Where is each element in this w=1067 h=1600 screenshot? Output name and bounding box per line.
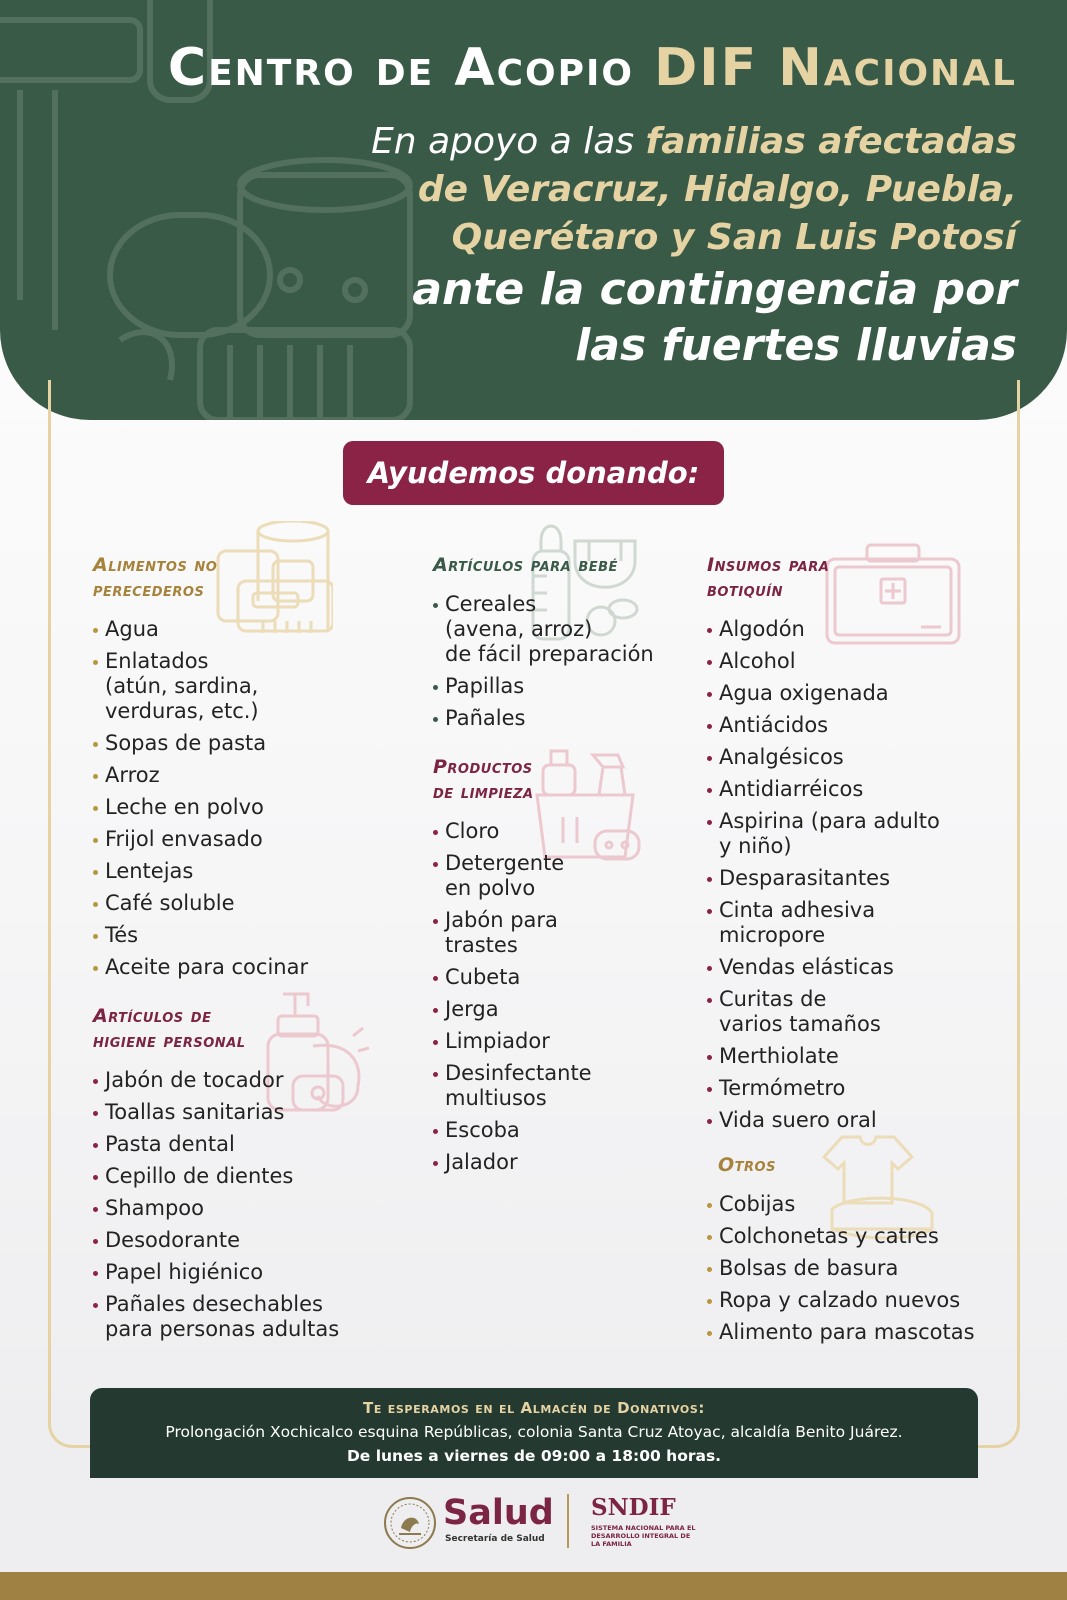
list-item: Antiácidos xyxy=(707,713,997,738)
list-item: Curitas de varios tamaños xyxy=(707,987,997,1037)
list-item: Sopas de pasta xyxy=(93,731,393,756)
list-item: Papel higiénico xyxy=(93,1260,393,1285)
list-item: Jabón para trastes xyxy=(433,908,673,958)
list-item: Limpiador xyxy=(433,1029,673,1054)
list-item: Pañales desechables para personas adultas xyxy=(93,1292,393,1342)
item-list xyxy=(93,617,393,980)
national-seal-icon xyxy=(383,1496,437,1550)
list-item: Analgésicos xyxy=(707,745,997,770)
section-higiene xyxy=(93,1004,393,1342)
list-item: Pasta dental xyxy=(93,1132,393,1157)
section-alimentos xyxy=(93,553,393,980)
list-item: Cubeta xyxy=(433,965,673,990)
list-item: Shampoo xyxy=(93,1196,393,1221)
schedule-text: De lunes a viernes de 09:00 a 18:00 horas. xyxy=(346,1447,722,1465)
list-item: Desinfectante multiusos xyxy=(433,1061,673,1111)
section-title: Alimentos no perecederos xyxy=(93,554,218,601)
list-item: Algodón xyxy=(707,617,997,642)
bottom-bar xyxy=(0,1572,1067,1600)
list-item: Leche en polvo xyxy=(93,795,393,820)
list-item: Aspirina (para adulto y niño) xyxy=(707,809,997,859)
list-item: Jerga xyxy=(433,997,673,1022)
list-item: Agua oxigenada xyxy=(707,681,997,706)
list-item: Vida suero oral xyxy=(707,1108,997,1133)
list-item: Antidiarréicos xyxy=(707,777,997,802)
list-item: Bolsas de basura xyxy=(707,1256,997,1281)
list-item: Tés xyxy=(93,923,393,948)
section-title: Artículos de higiene personal xyxy=(93,1005,246,1052)
address-text: Prolongación Xochicalco esquina Repúblicas, colonia Santa Cruz Atoyac, alcaldía Benito Juárez. xyxy=(165,1423,903,1441)
list-item: Papillas xyxy=(433,674,673,699)
item-list xyxy=(433,592,673,731)
list-item: Cepillo de dientes xyxy=(93,1164,393,1189)
list-item: Alimento para mascotas xyxy=(707,1320,997,1345)
logo-divider xyxy=(567,1494,569,1548)
column-right xyxy=(707,553,997,1352)
list-item: Alcohol xyxy=(707,649,997,674)
section-limpieza xyxy=(433,755,673,1175)
list-item: Frijol envasado xyxy=(93,827,393,852)
header-panel xyxy=(0,0,1067,420)
list-item: Colchonetas y catres xyxy=(707,1224,997,1249)
donation-banner: Ayudemos donando: xyxy=(343,441,724,505)
footer-logos xyxy=(0,1490,1067,1560)
item-list xyxy=(707,617,997,1133)
section-title: Otros xyxy=(718,1154,776,1176)
salud-logo: Salud xyxy=(443,1493,554,1533)
sndif-subtitle: SISTEMA NACIONAL PARA EL DESARROLLO INTEGRAL DE LA FAMILIA xyxy=(591,1524,696,1548)
list-item: Vendas elásticas xyxy=(707,955,997,980)
list-item: Pañales xyxy=(433,706,673,731)
item-list xyxy=(93,1068,393,1342)
list-item: Cereales (avena, arroz) de fácil preparación xyxy=(433,592,673,667)
list-item: Escoba xyxy=(433,1118,673,1143)
section-title: Productos de limpieza xyxy=(433,756,534,803)
item-list xyxy=(707,1192,997,1345)
section-title: Artículos para bebé xyxy=(433,554,618,576)
salud-subtitle: Secretaría de Salud xyxy=(445,1534,545,1544)
address-heading: Te esperamos en el Almacén de Donativos: xyxy=(363,1399,705,1417)
section-bebe xyxy=(433,553,673,731)
list-item: Detergente en polvo xyxy=(433,851,673,901)
list-item: Termómetro xyxy=(707,1076,997,1101)
list-item: Jabón de tocador xyxy=(93,1068,393,1093)
list-item: Enlatados (atún, sardina, verduras, etc.) xyxy=(93,649,393,724)
list-item: Cinta adhesiva micropore xyxy=(707,898,997,948)
list-item: Café soluble xyxy=(93,891,393,916)
page-subtitle: En apoyo a las familias afectadas de Veracruz, Hidalgo, Puebla, Querétaro y San Luis Potosí ante la contingencia por las fuertes lluvias xyxy=(371,121,1017,371)
column-left xyxy=(93,553,393,1349)
list-item: Desparasitantes xyxy=(707,866,997,891)
list-item: Arroz xyxy=(93,763,393,788)
column-middle xyxy=(433,553,673,1182)
list-item: Desodorante xyxy=(93,1228,393,1253)
list-item: Cobijas xyxy=(707,1192,997,1217)
list-item: Toallas sanitarias xyxy=(93,1100,393,1125)
section-otros xyxy=(707,1153,997,1345)
list-item: Cloro xyxy=(433,819,673,844)
list-item: Lentejas xyxy=(93,859,393,884)
section-botiquin xyxy=(707,553,997,1133)
section-title: Insumos para botiquín xyxy=(707,554,830,601)
page-title: Centro de Acopio DIF Nacional xyxy=(167,38,1017,98)
list-item: Agua xyxy=(93,617,393,642)
sndif-logo: SNDIF xyxy=(591,1494,676,1521)
list-item: Aceite para cocinar xyxy=(93,955,393,980)
list-item: Ropa y calzado nuevos xyxy=(707,1288,997,1313)
address-box xyxy=(90,1388,978,1478)
list-item: Jalador xyxy=(433,1150,673,1175)
item-list xyxy=(433,819,673,1175)
list-item: Merthiolate xyxy=(707,1044,997,1069)
